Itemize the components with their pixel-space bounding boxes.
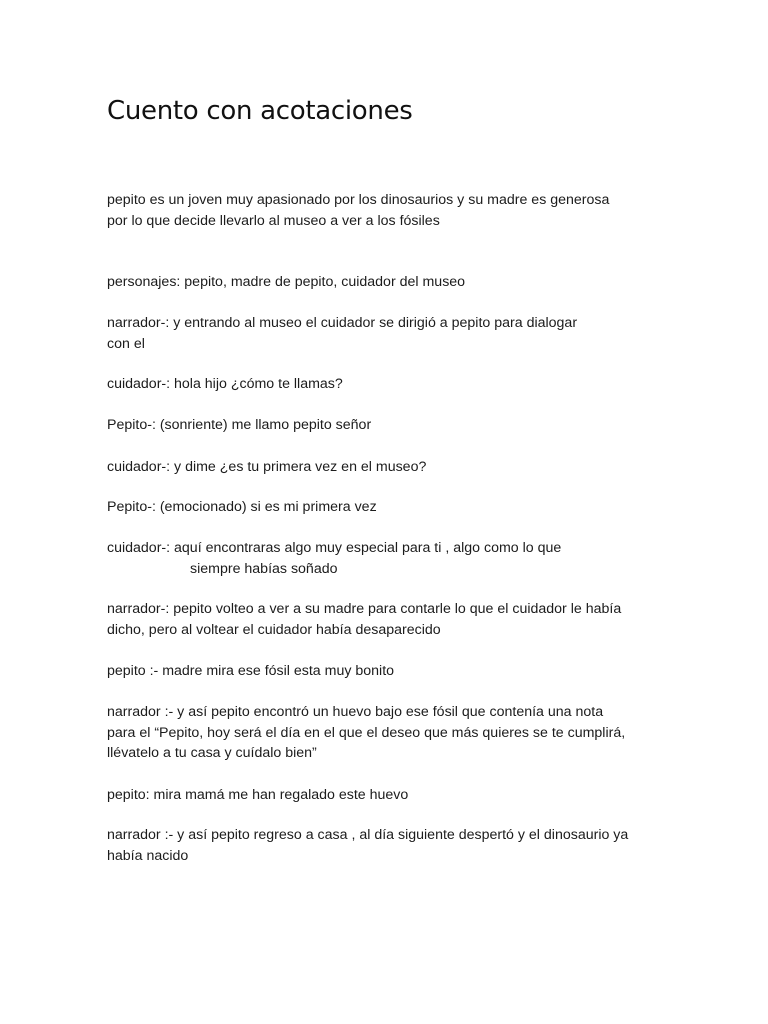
- intro-paragraph: [107, 190, 609, 231]
- text-line: había nacido: [107, 847, 189, 864]
- text-line: pepito: mira mamá me han regalado este huevo: [107, 787, 409, 803]
- text-line: Pepito-: (emocionado) si es mi primera vez: [107, 499, 377, 515]
- text-line: con el: [107, 335, 145, 352]
- text-line: narrador :- y así pepito encontró un huevo bajo ese fósil que contenía una nota: [107, 704, 604, 720]
- text-line: llévatelo a tu casa y cuídalo bien”: [107, 745, 317, 761]
- text-line: cuidador-: y dime ¿es tu primera vez en el museo?: [107, 459, 427, 475]
- text-line: narrador :- y así pepito regreso a casa , al día siguiente despertó y el dinosaurio ya: [107, 827, 629, 843]
- text-line: pepito es un joven muy apasionado por los dinosaurios y su madre es generosa: [107, 192, 610, 208]
- dialogue-line: [107, 702, 625, 764]
- text-line: para el “Pepito, hoy será el día en el que el deseo que más quieres se te cumplirá,: [107, 724, 626, 741]
- text-line: personajes: pepito, madre de pepito, cuidador del museo: [107, 274, 466, 290]
- text-line: Pepito-: (sonriente) me llamo pepito señor: [107, 417, 372, 433]
- dialogue-line: [107, 415, 371, 436]
- text-line: dicho, pero al voltear el cuidador había desaparecido: [107, 621, 441, 638]
- dialogue-line: [107, 313, 577, 354]
- text-line: pepito :- madre mira ese fósil esta muy bonito: [107, 663, 395, 679]
- text-line: narrador-: y entrando al museo el cuidador se dirigió a pepito para dialogar: [107, 315, 578, 331]
- page-title: Cuento con acotaciones: [107, 96, 413, 126]
- dialogue-line: [107, 599, 621, 640]
- dialogue-line: [107, 785, 408, 806]
- text-line: por lo que decide llevarlo al museo a ver a los fósiles: [107, 212, 440, 229]
- text-line: siempre habías soñado: [190, 560, 338, 577]
- dialogue-line: [107, 538, 561, 579]
- dialogue-line: [107, 825, 628, 866]
- dialogue-line: [107, 497, 377, 518]
- text-line: cuidador-: aquí encontraras algo muy especial para ti , algo como lo que: [107, 540, 562, 556]
- dialogue-line: [107, 457, 426, 478]
- text-line: cuidador-: hola hijo ¿cómo te llamas?: [107, 376, 343, 392]
- dialogue-line: [107, 374, 343, 395]
- dialogue-line: [107, 661, 394, 682]
- text-line: narrador-: pepito volteo a ver a su madre para contarle lo que el cuidador le había: [107, 601, 622, 617]
- characters-paragraph: [107, 272, 465, 293]
